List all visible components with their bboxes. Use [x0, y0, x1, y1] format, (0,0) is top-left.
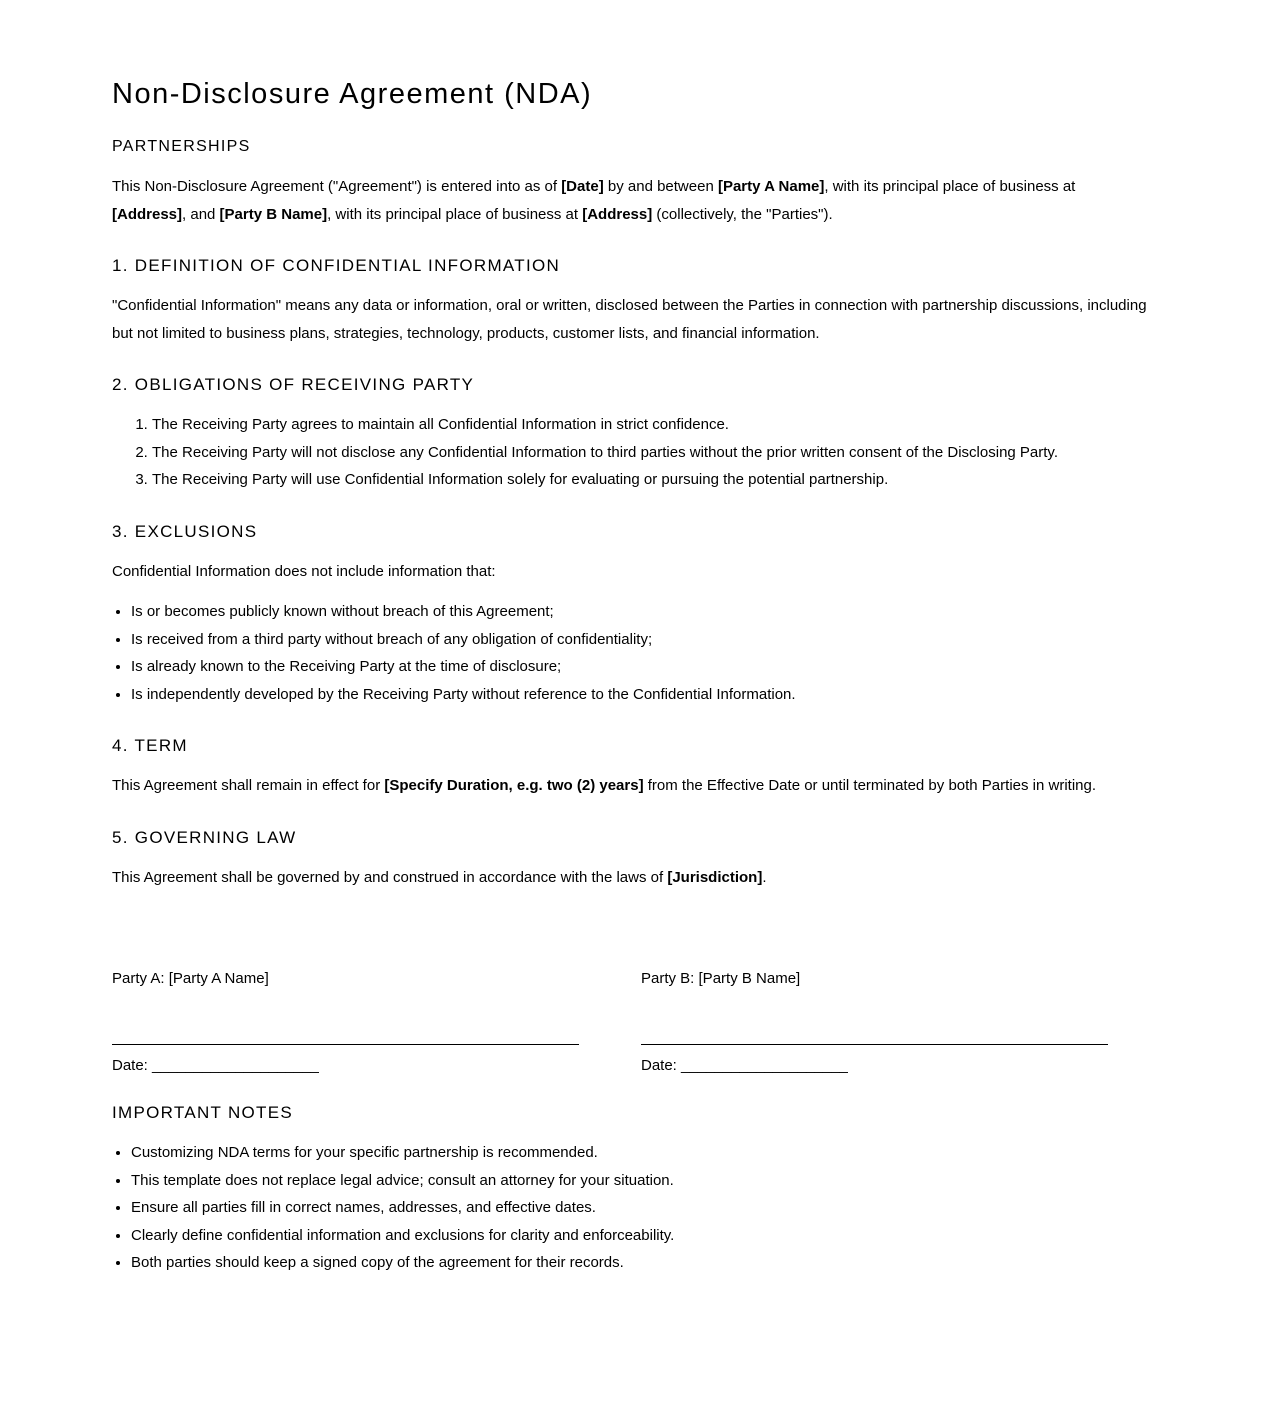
section-3-heading: 3. EXCLUSIONS [112, 521, 258, 541]
bold-placeholder: [Specify Duration, e.g. two (2) years] [384, 777, 644, 795]
bold-placeholder: [Address] [112, 205, 183, 223]
section-5-heading: 5. GOVERNING LAW [112, 827, 297, 847]
list-item: • Is independently developed by the Receiving Party without reference to the Confidential Information. [131, 681, 1151, 709]
notes-heading: IMPORTANT NOTES [112, 1103, 294, 1123]
intro-paragraph: This Non-Disclosure Agreement ("Agreement") is entered into as of [Date] by and between [Party A Name], with its principal place of business at [Address], and [Party B Name], with its principal place of business at [Address] (collectively, the "Parties"). [112, 178, 1076, 223]
obligations-list [112, 411, 1151, 494]
list-item: • Is received from a third party without breach of any obligation of confidentiality; [131, 626, 1151, 654]
section-3-body: Confidential Information does not include information that: [112, 562, 496, 580]
list-item: • Is or becomes publicly known without breach of this Agreement; [131, 598, 1151, 626]
section-2-heading: 2. OBLIGATIONS OF RECEIVING PARTY [112, 375, 475, 395]
list-item: • Both parties should keep a signed copy of the agreement for their records. [131, 1249, 1151, 1277]
party-b-signature [641, 965, 1108, 1079]
list-item: 3. The Receiving Party will use Confidential Information solely for evaluating or pursuing the potential partnership. [152, 466, 1151, 494]
section-1-heading: 1. DEFINITION OF CONFIDENTIAL INFORMATION [112, 256, 561, 276]
party-b-date-label: Date: [641, 1056, 677, 1074]
list-item: • This template does not replace legal advice; consult an attorney for your situation. [131, 1167, 1151, 1195]
bold-placeholder: [Address] [582, 205, 653, 223]
section-5-body: This Agreement shall be governed by and construed in accordance with the laws of [Jurisdiction]. [112, 868, 767, 886]
party-b-date [641, 1052, 1108, 1080]
list-item: 2. The Receiving Party will not disclose any Confidential Information to third parties without the prior written consent of the Disclosing Party. [152, 439, 1151, 467]
important-notes [112, 1099, 1151, 1277]
list-item: • Ensure all parties fill in correct names, addresses, and effective dates. [131, 1194, 1151, 1222]
bold-placeholder: [Date] [561, 178, 604, 196]
party-b-signature-line [641, 1044, 1108, 1045]
list-item: 1. The Receiving Party agrees to maintain all Confidential Information in strict confidence. [152, 411, 1151, 439]
exclusions-list [112, 598, 1151, 708]
party-a-date-label: Date: [112, 1056, 148, 1074]
party-a-label: Party A: [Party A Name] [112, 970, 269, 988]
section-4-body: This Agreement shall remain in effect for [Specify Duration, e.g. two (2) years] from the Effective Date or until terminated by both Parties in writing. [112, 777, 1097, 795]
nda-document [112, 0, 1151, 1399]
section-1-body: "Confidential Information" means any data or information, oral or written, disclosed between the Parties in connection with partnership discussions, including but not limited to business plans, strategies, technology, products, customer lists, and financial information. [112, 297, 1147, 342]
notes-list [112, 1139, 1151, 1277]
bold-placeholder: [Jurisdiction] [667, 868, 763, 886]
party-a-signature-line [112, 1044, 579, 1045]
party-a-date [112, 1052, 579, 1080]
section-4-heading: 4. TERM [112, 736, 188, 756]
party-b-label: Party B: [Party B Name] [641, 970, 801, 988]
party-a-date-blank: ____________________ [152, 1056, 319, 1074]
list-item: • Clearly define confidential information and exclusions for clarity and enforceability. [131, 1222, 1151, 1250]
party-a-signature [112, 965, 579, 1079]
signature-block [112, 965, 1151, 1079]
bold-placeholder: [Party A Name] [717, 178, 825, 196]
document-subtitle: PARTNERSHIPS [112, 138, 251, 156]
bold-placeholder: [Party B Name] [219, 205, 328, 223]
list-item: • Customizing NDA terms for your specific partnership is recommended. [131, 1139, 1151, 1167]
party-b-date-blank: ____________________ [681, 1056, 848, 1074]
document-title: Non-Disclosure Agreement (NDA) [112, 78, 593, 110]
list-item: • Is already known to the Receiving Party at the time of disclosure; [131, 653, 1151, 681]
